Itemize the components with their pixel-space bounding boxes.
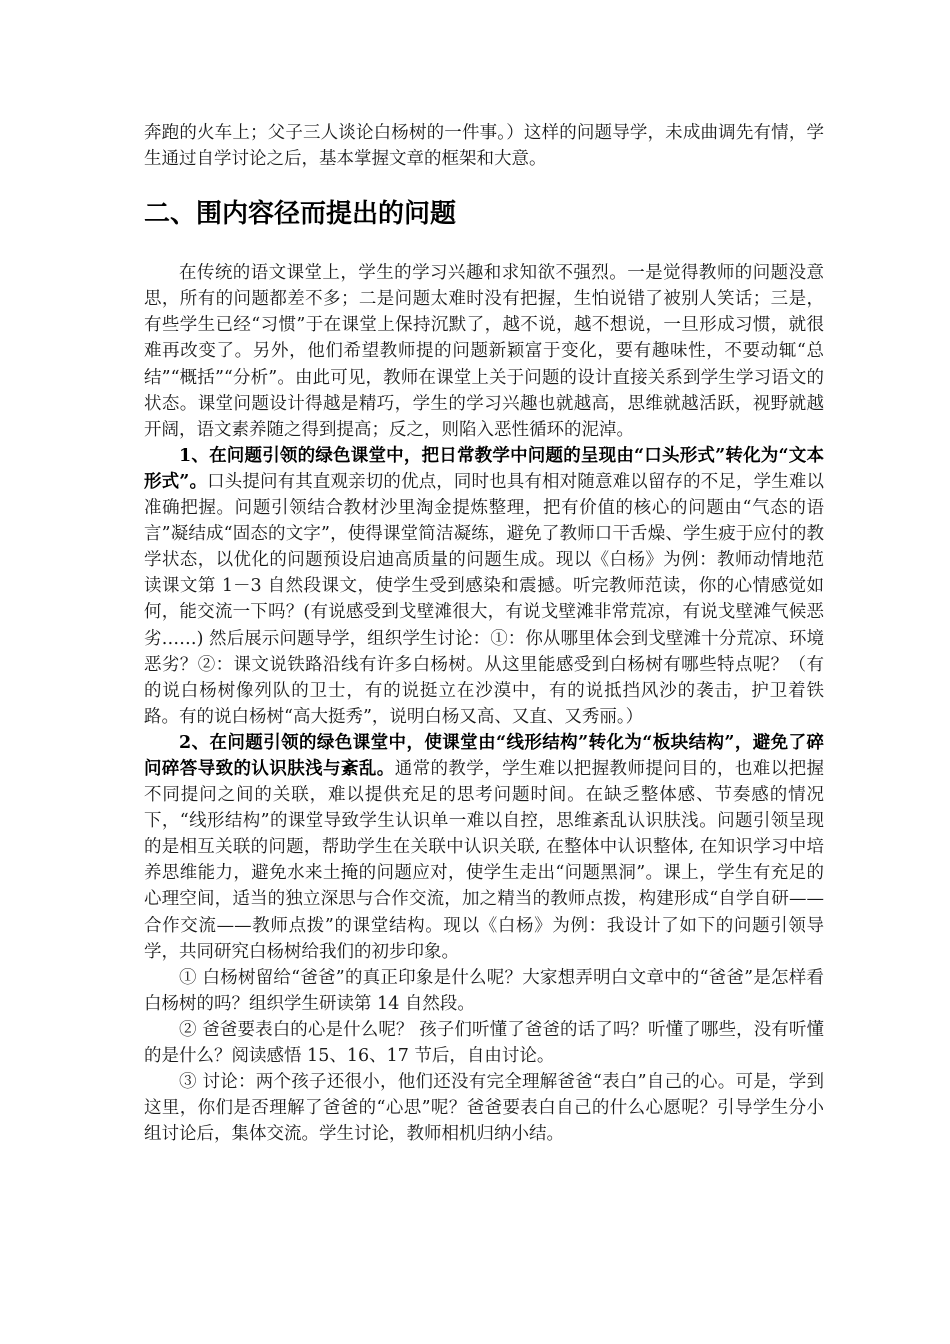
question-1: ① 白杨树留给“爸爸”的真正印象是什么呢？大家想弄明白文章中的“爸爸”是怎样看白杨树的吗？组织学生研读第 14 自然段。 [144, 967, 824, 1014]
question-2: ② 爸爸要表白的心是什么呢？ 孩子们听懂了爸爸的话了吗？听懂了哪些，没有听懂的是什么？阅读感悟 15、16、17 节后，自由讨论。 [144, 1019, 824, 1066]
paragraph-point-1 [144, 443, 824, 730]
document-page [144, 120, 824, 1147]
paragraph-intro: 在传统的语文课堂上，学生的学习兴趣和求知欲不强烈。一是觉得教师的问题没意思，所有的问题都差不多；二是问题太难时没有把握，生怕说错了被别人笑话；三是，有些学生已经“习惯”于在课堂上保持沉默了，越不说，越不想说，一旦形成习惯，就很难再改变了。另外，他们希望教师提的问题新颖富于变化，要有趣味性，不要动辄“总结”“概括”“分析”。由此可见，教师在课堂上关于问题的设计直接关系到学生学习语文的状态。课堂问题设计得越是精巧，学生的学习兴趣也就越高，思维就越活跃，视野就越开阔，语文素养随之得到提高；反之，则陷入恶性循环的泥淖。 [144, 263, 824, 440]
point-1-heading: 1、在问题引领的绿色课堂中，把日常教学中问题的呈现由“口头形式”转化为“文本形式”。 [144, 445, 824, 492]
point-1-body: 口头提问有其直观亲切的优点，同时也具有相对随意难以留存的不足，学生难以准确把握。问题引领结合教材沙里淘金提炼整理，把有价值的核心的问题由“气态的语言”凝结成“固态的文字”，使得课堂简洁凝练，避免了教师口干舌燥、学生疲于应付的教学状态，以优化的问题预设启迪高质量的问题生成。现以《白杨》为例：教师动情地范读课文第 1－3 自然段课文，使学生受到感染和震撼。听完教师范读，你的心情感觉如何，能交流一下吗？(有说感受到戈壁滩很大，有说戈壁滩非常荒凉，有说戈壁滩气候恶劣……) 然后展示问题导学，组织学生讨论：①：你从哪里体会到戈壁滩十分荒凉、环境恶劣？②：课文说铁路沿线有许多白杨树。从这里能感受到白杨树有哪些特点呢？（有的说白杨树像列队的卫士，有的说挺立在沙漠中，有的说抵挡风沙的袭击，护卫着铁路。有的说白杨树“高大挺秀”，说明白杨又高、又直、又秀丽。） [144, 471, 824, 727]
section-heading: 二、围内容径而提出的问题 [144, 199, 457, 230]
point-2-body: 通常的教学，学生难以把握教师提问目的，也难以把握不同提问之间的关联，难以提供充足的思考问题时间。在缺乏整体感、节奏感的情况下，“线形结构”的课堂导致学生认识单一难以自控，思维紊乱认识肤浅。问题引领呈现的是相互关联的问题，帮助学生在关联中认识关联, 在整体中认识整体, 在知识学习中培养思维能力，避免水来土掩的问题应对，使学生走出“问题黑洞”。课上，学生有充足的心理空间，适当的独立深思与合作交流，加之精当的教师点拨，构建形成“自学自研——合作交流——教师点拨”的课堂结构。现以《白杨》为例：我设计了如下的问题引领导学，共同研究白杨树给我们的初步印象。 [144, 758, 825, 962]
point-2-heading: 2、在问题引领的绿色课堂中，使课堂由“线形结构”转化为“板块结构”，避免了碎问碎答导致的认识肤浅与紊乱。 [144, 732, 824, 779]
paragraph-continuation: 奔跑的火车上；父子三人谈论白杨树的一件事。）这样的问题导学，未成曲调先有情，学生通过自学讨论之后，基本掌握文章的框架和大意。 [144, 123, 824, 170]
question-3: ③ 讨论：两个孩子还很小，他们还没有完全理解爸爸“表白”自己的心。可是，学到这里，你们是否理解了爸爸的“心思”呢？爸爸要表白自己的什么心愿呢？引导学生分小组讨论后，集体交流。学生讨论，教师相机归纳小结。 [144, 1072, 824, 1145]
paragraph-point-2 [144, 730, 824, 965]
